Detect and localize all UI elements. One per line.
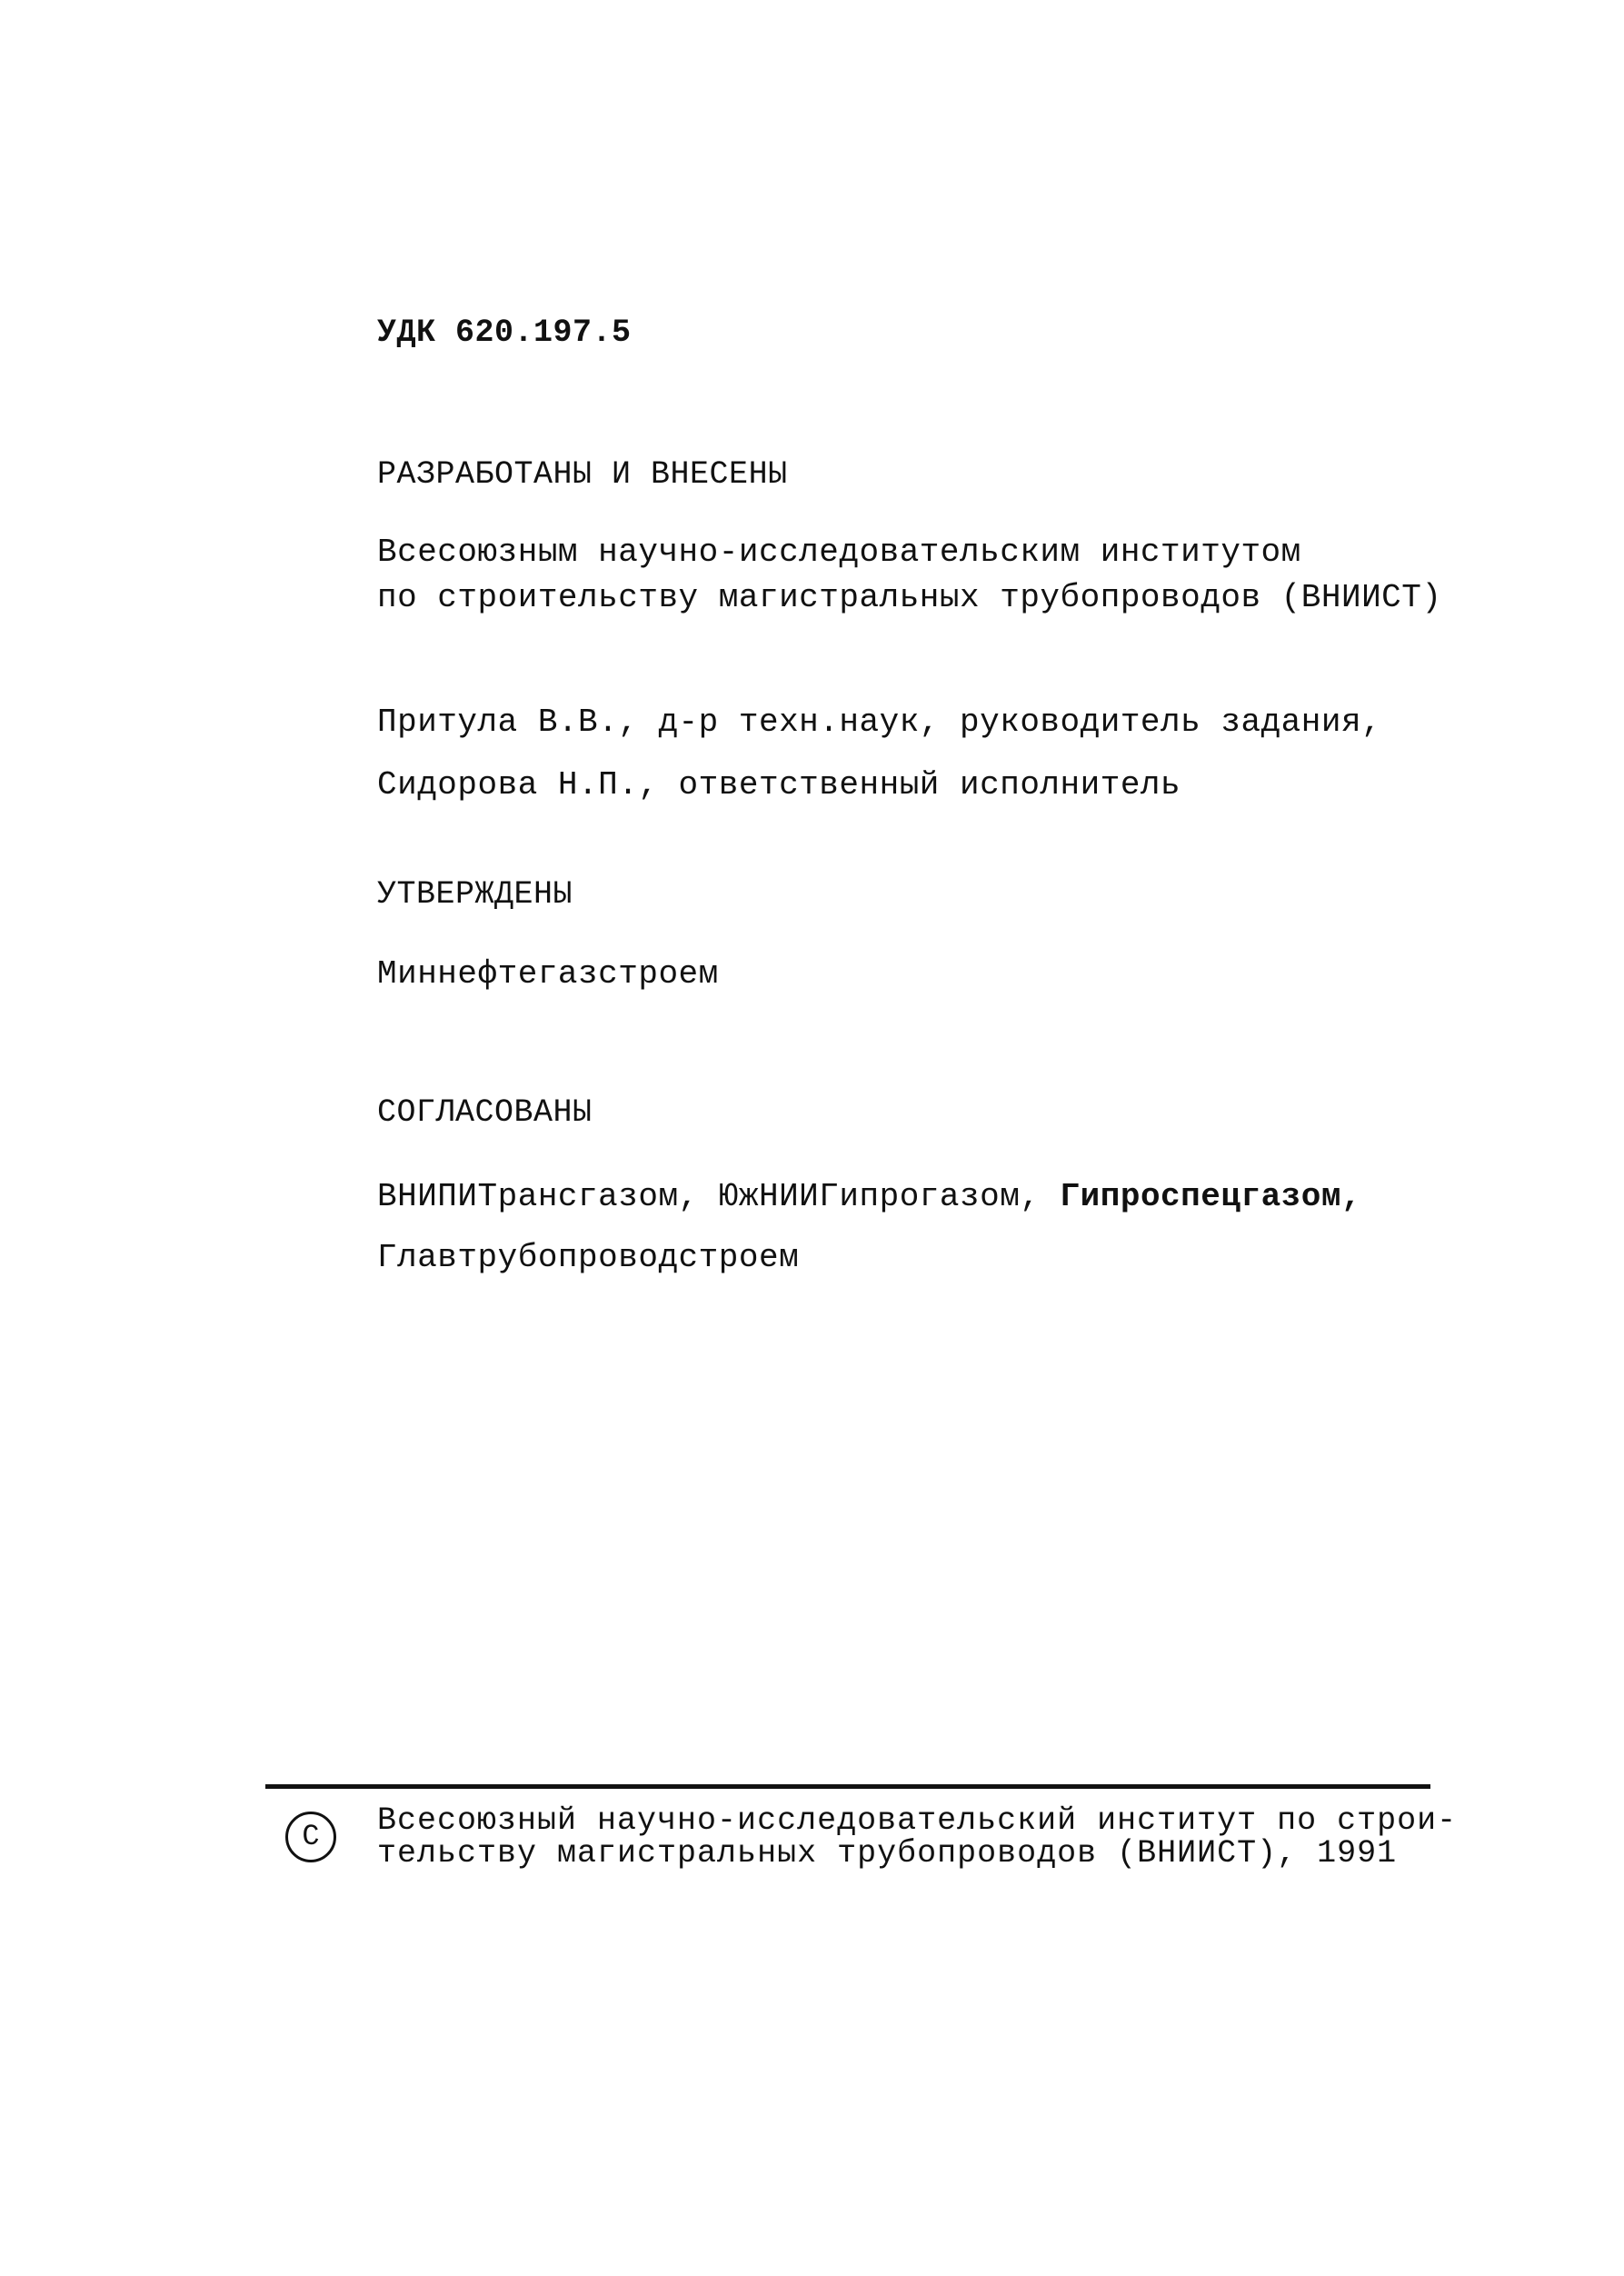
agreed-orgs-line-1 xyxy=(377,1177,1361,1217)
developed-heading: РАЗРАБОТАНЫ И ВНЕСЕНЫ xyxy=(377,456,788,493)
author-line-1: Притула В.В., д-р техн.наук, руководитель задания, xyxy=(377,704,1382,741)
copyright-line-1: Всесоюзный научно-исследовательский институт по строи- xyxy=(377,1802,1458,1839)
approved-heading: УТВЕРЖДЕНЫ xyxy=(377,876,573,913)
approved-by: Миннефтегазстроем xyxy=(377,955,719,993)
udk-code: УДК 620.197.5 xyxy=(377,314,632,351)
copyright-rule xyxy=(265,1784,1430,1789)
copyright-icon: C xyxy=(285,1812,336,1862)
agreed-orgs-bold: Гипроспецгазом, xyxy=(1060,1178,1362,1215)
copyright-line-2: тельству магистральных трубопроводов (ВНИИСТ), 1991 xyxy=(377,1835,1398,1872)
agreed-orgs-line-2: Главтрубопроводстроем xyxy=(377,1239,800,1276)
agreed-orgs-plain: ВНИПИТрансгазом, ЮжНИИГипрогазом, xyxy=(377,1178,1041,1215)
agreed-heading: СОГЛАСОВАНЫ xyxy=(377,1094,593,1131)
developer-org-line-2: по строительству магистральных трубопроводов (ВНИИСТ) xyxy=(377,579,1442,616)
author-line-2: Сидорова Н.П., ответственный исполнитель xyxy=(377,766,1181,804)
developer-org-line-1: Всесоюзным научно-исследовательским институтом xyxy=(377,534,1301,571)
